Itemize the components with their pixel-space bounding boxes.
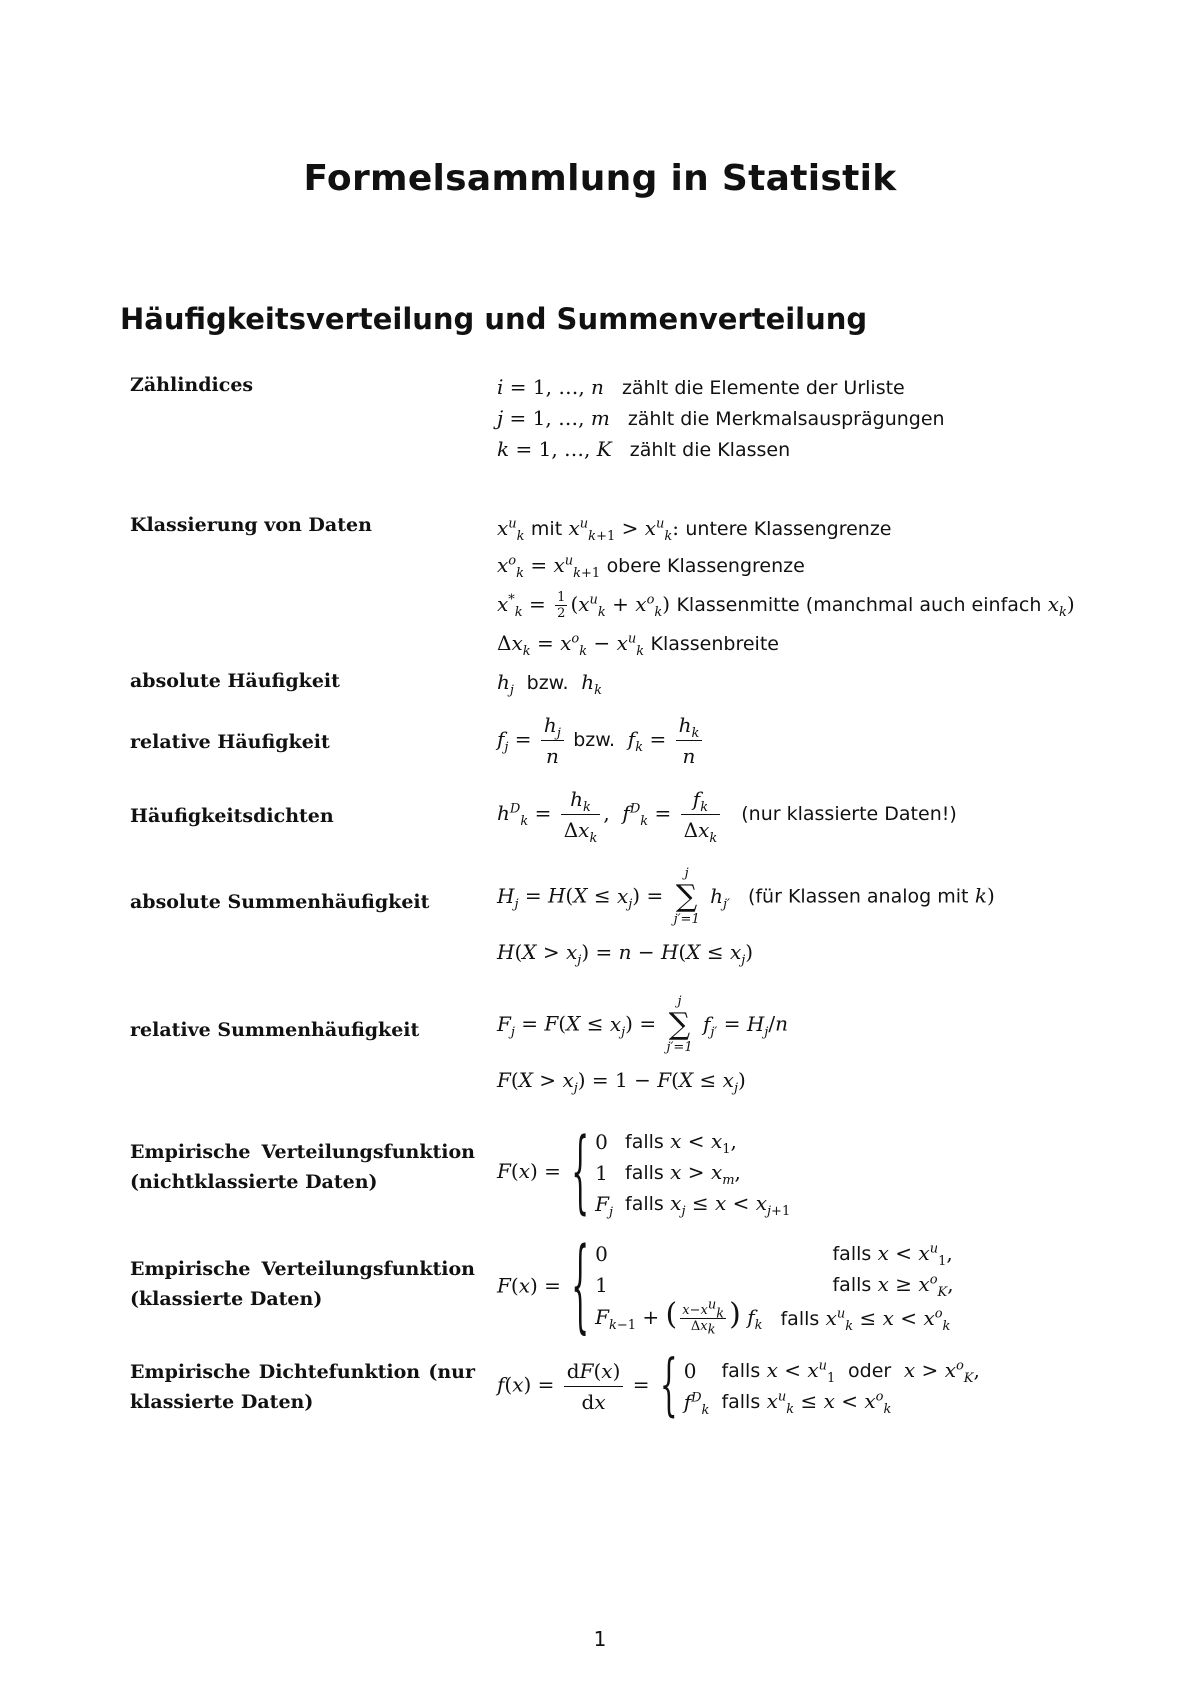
formula-rel-haeufigkeit: $f_j$ = $\frac{h_j}{n}$ bzw. $f_k$ = $\frac{h_k}{n}$ [497, 712, 705, 769]
text-bzw-2: bzw. [573, 729, 616, 751]
text-mit: mit [530, 518, 563, 540]
formula-dichten: $h^D_k$ = $\frac{h_k}{\Delta x_k}$ , $f^D_k$ = $\frac{f_k}{\Delta x_k}$ (nur klassierte Daten!) [497, 787, 957, 846]
label-abs-haeufigkeit: absolute Häufigkeit [130, 670, 340, 692]
text-mitte: Klassenmitte (manchmal auch einfach [676, 594, 1042, 616]
formula-abs-haeufigkeit: $h_j$ bzw. $h_k$ [497, 670, 603, 698]
formula-evf-nicht: F(x) = { 0 falls $x < x_1$, 1 falls $x > x_m$, $F_j$ falls $x_j \le x < x_{j+1}$ [497, 1118, 791, 1224]
text-falls: falls [832, 1274, 872, 1296]
text-falls: falls [625, 1131, 664, 1153]
page-number: 1 [593, 1627, 607, 1651]
text-falls: falls [721, 1391, 761, 1413]
formula-zaehlindices: i = 1, …, n zählt die Elemente der Urliste j = 1, …, m zählt die Merkmalsausprägungen k = 1, …, K zählt die Klassen [497, 375, 945, 461]
section-heading: Häufigkeitsverteilung und Summenverteilung [120, 302, 868, 336]
text-zaehlt-elemente: zählt die Elemente der Urliste [621, 377, 905, 399]
text-obere: obere Klassengrenze [606, 555, 805, 577]
formula-evf-klass: F(x) = { 0 falls $x < x^u_1$, 1 falls $x \ge x^o_K$, $F_{k-1}$ + ( $\frac{x-x^u_k}{\Delta x_k}$ ) $f_k$ falls $x^u_k \le x < x^o_k$ [497, 1225, 954, 1345]
label-dichten: Häufigkeitsdichten [130, 805, 334, 827]
text-zaehlt-klassen: zählt die Klassen [629, 439, 791, 461]
text-falls: falls [625, 1193, 664, 1215]
text-falls: falls [721, 1360, 761, 1382]
text-oder: oder [848, 1360, 892, 1382]
text-untere: untere Klassengrenze [685, 518, 892, 540]
document-title: Formelsammlung in Statistik [303, 158, 897, 199]
formula-abs-summen: $H_j = H(X \le x_j)$ = j ∑ j′=1 $h_{j'}$ (für Klassen analog mit k) $H(X > x_j) = n - H(X \le x_j)$ [497, 866, 995, 968]
label-zaehlindices: Zählindices [130, 374, 254, 396]
text-nur-klassiert: (nur klassierte Daten!) [741, 803, 957, 825]
formula-dichtefunktion: f(x) = $\frac{dF(x)}{dx}$ = { 0 falls $x < x^u_1$ oder $x > x^o_K$, $f^D_k$ falls $x^u_k \le x < x^o_k$ [497, 1345, 980, 1425]
label-rel-summen: relative Summenhäufigkeit [130, 1019, 420, 1041]
text-zaehlt-merkmal: zählt die Merkmalsausprägungen [627, 408, 945, 430]
label-evf-klass: Empirische Verteilungsfunktion (klassierte Daten) [130, 1258, 475, 1310]
label-dichtefunktion: Empirische Dichtefunktion (nur klassierte Daten) [130, 1361, 475, 1413]
text-falls: falls [625, 1162, 664, 1184]
text-fuer-klassen: (für Klassen analog mit [747, 885, 969, 908]
text-bzw: bzw. [526, 672, 569, 694]
label-rel-haeufigkeit: relative Häufigkeit [130, 731, 330, 753]
label-abs-summen: absolute Summenhäufigkeit [130, 891, 430, 913]
text-falls: falls [780, 1307, 820, 1330]
label-klassierung: Klassierung von Daten [130, 514, 372, 536]
text-breite: Klassenbreite [650, 633, 779, 655]
label-evf-nicht: Empirische Verteilungsfunktion (nichtklassierte Daten) [130, 1141, 475, 1193]
text-falls: falls [832, 1243, 872, 1265]
formula-rel-summen: $F_j = F(X \le x_j)$ = j ∑ j′=1 $f_{j'} = H_j/n$ $F(X > x_j) = 1 - F(X \le x_j)$ [497, 994, 788, 1096]
formula-klassierung: $x^u_k$ mit $x^u_{k+1} > x^u_k$: untere Klassengrenze $x^o_k = x^u_{k+1}$ obere Klassengrenze $x^*_k$ = $\frac{1}{2}$ $(x^u_k + x^o_k)$ Klassenmitte (manchmal auch einfach $x_k$) $\Delta x_k = x^o_k - x^u_k$ Klassenbreite [497, 516, 1075, 659]
